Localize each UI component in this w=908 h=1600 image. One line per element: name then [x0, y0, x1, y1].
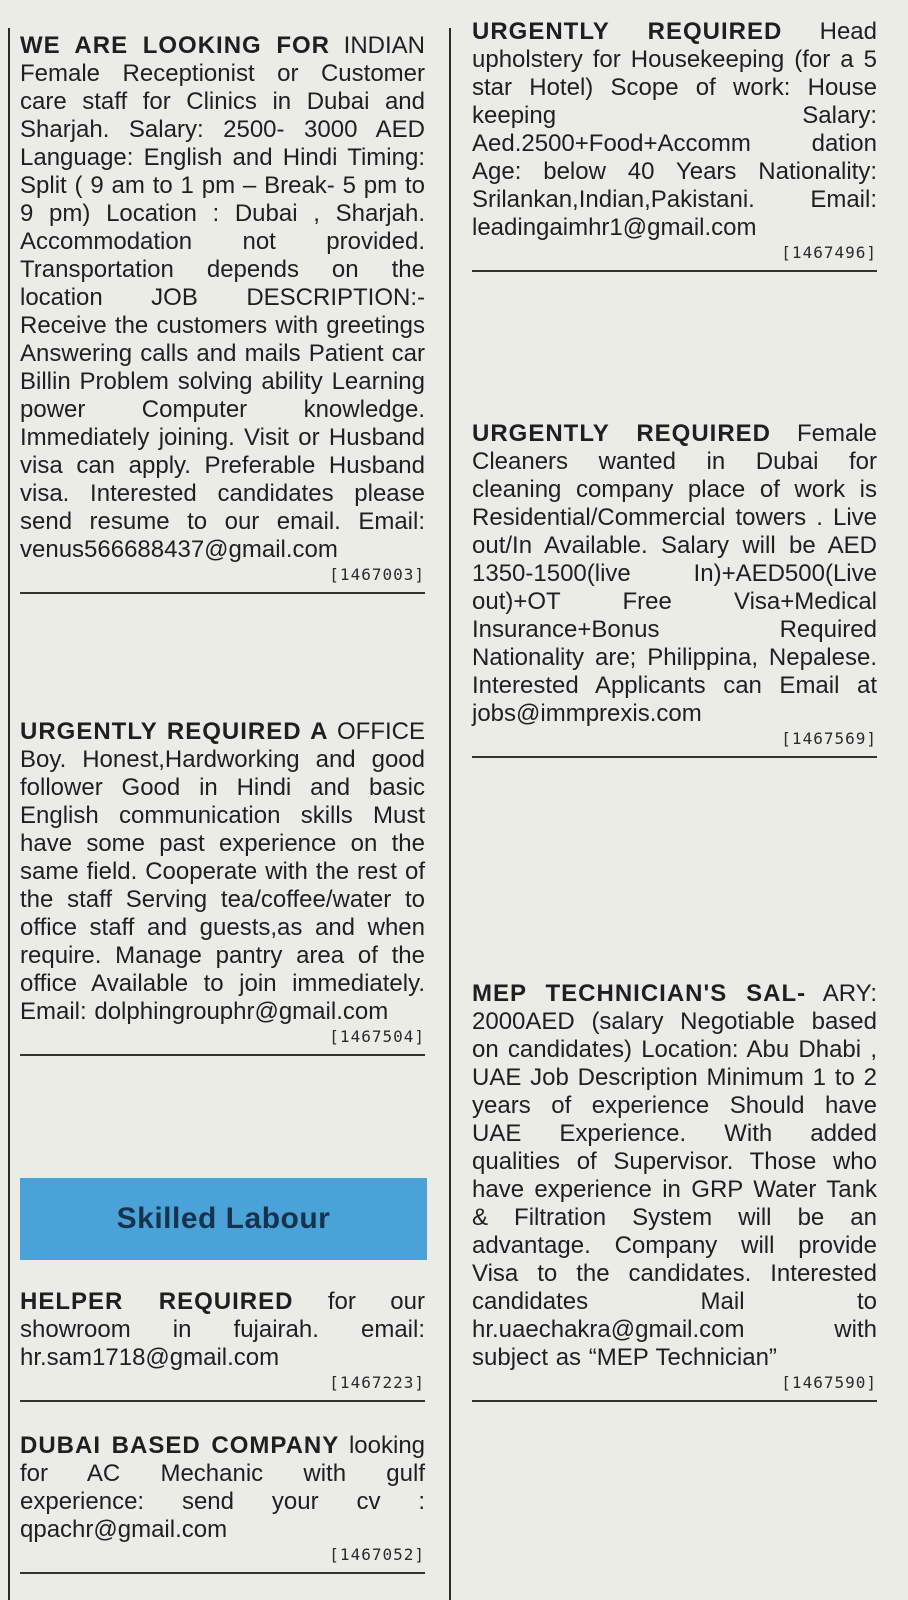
- ad-text: [20, 1432, 425, 1544]
- ad-body-text: Head upholstery for Housekeeping (for a 5 star Hotel) Scope of work: House keeping Salary: Aed.2500+Food+Accomm dation Age: below 40 Years Nationality: Srilankan,Indian,Pakistani. Email: leadingaimhr1@gmail.com: [472, 18, 877, 241]
- ad-office-boy: [20, 718, 425, 1056]
- ad-text: [20, 32, 425, 564]
- ad-reference-number: [1467590]: [781, 1373, 877, 1392]
- ad-heading: URGENTLY REQUIRED: [472, 420, 771, 447]
- ad-heading: WE ARE LOOKING FOR: [20, 32, 331, 59]
- ad-reference-number: [1467569]: [781, 729, 877, 748]
- ad-text: [472, 18, 877, 242]
- ad-female-cleaners: [472, 420, 877, 758]
- ad-separator: [20, 1054, 425, 1056]
- ad-separator: [472, 270, 877, 272]
- ad-reference-number: [1467003]: [329, 565, 425, 584]
- ad-receptionist: [20, 32, 425, 594]
- ad-reference-number: [1467504]: [329, 1027, 425, 1046]
- ad-heading: URGENTLY REQUIRED: [472, 18, 783, 45]
- ad-head-upholstery: [472, 18, 877, 272]
- ad-separator: [472, 1400, 877, 1402]
- ad-separator: [20, 1572, 425, 1574]
- ad-text: [472, 420, 877, 728]
- ad-heading: MEP TECHNICIAN'S SAL-: [472, 980, 807, 1007]
- ad-ac-mechanic: [20, 1432, 425, 1574]
- ad-helper: [20, 1288, 425, 1402]
- ad-text: [20, 1288, 425, 1372]
- ad-heading: URGENTLY REQUIRED A: [20, 718, 329, 745]
- column-divider-rule: [449, 28, 451, 1600]
- left-border-rule: [8, 28, 10, 1600]
- section-banner-title: Skilled Labour: [116, 1202, 331, 1235]
- ad-reference-number: [1467223]: [329, 1373, 425, 1392]
- ad-reference-number: [1467052]: [329, 1545, 425, 1564]
- ad-text: [472, 980, 877, 1372]
- ad-heading: HELPER REQUIRED: [20, 1288, 294, 1315]
- ad-body-text: for our showroom in fujairah. email: hr.sam1718@gmail.com: [20, 1288, 425, 1371]
- ad-body-text: ARY: 2000AED (salary Negotiable based on candidates) Location: Abu Dhabi , UAE Job Description Minimum 1 to 2 years of experience Should have UAE Experience. With added qualities of Supervisor. Those who have experience in GRP Water Tank & Filtration System will be an advantage. Company will provide Visa to the candidates. Interested candidates Mail to hr.uaechakra@gmail.com with subject as “MEP Technician”: [472, 980, 877, 1371]
- ad-body-text: looking for AC Mechanic with gulf experience: send your cv : qpachr@gmail.com: [20, 1432, 426, 1543]
- ad-body-text: OFFICE Boy. Honest,Hardworking and good follower Good in Hindi and basic English communication skills Must have some past experience on the same field. Cooperate with the rest of the staff Serving tea/coffee/water to office staff and guests,as and when require. Manage pantry area of the office Available to join immediately. Email: dolphingrouphr@gmail.com: [20, 718, 426, 1025]
- ad-separator: [20, 592, 425, 594]
- ad-heading: DUBAI BASED COMPANY: [20, 1432, 340, 1459]
- ad-mep-technician: [472, 980, 877, 1402]
- ad-reference-number: [1467496]: [781, 243, 877, 262]
- ad-body-text: Female Cleaners wanted in Dubai for cleaning company place of work is Residential/Commercial towers . Live out/In Available. Salary will be AED 1350-1500(live In)+AED500(Live out)+OT Free Visa+Medical Insurance+Bonus Required Nationality are; Philippina, Nepalese. Interested Applicants can Email at jobs@immprexis.com: [472, 420, 877, 727]
- ad-text: [20, 718, 425, 1026]
- ad-separator: [472, 756, 877, 758]
- ad-separator: [20, 1400, 425, 1402]
- section-banner: [20, 1178, 427, 1260]
- ad-body-text: INDIAN Female Receptionist or Customer care staff for Clinics in Dubai and Sharjah. Salary: 2500- 3000 AED Language: English and Hindi Timing: Split ( 9 am to 1 pm – Break- 5 pm to 9 pm) Location : Dubai , Sharjah. Accommodation not provided. Transportation depends on the location JOB DESCRIPTION:- Receive the customers with greetings Answering calls and mails Patient car Billin Problem solving ability Learning power Computer knowledge. Immediately joining. Visit or Husband visa can apply. Preferable Husband visa. Interested candidates please send resume to our email. Email: venus566688437@gmail.com: [20, 32, 425, 563]
